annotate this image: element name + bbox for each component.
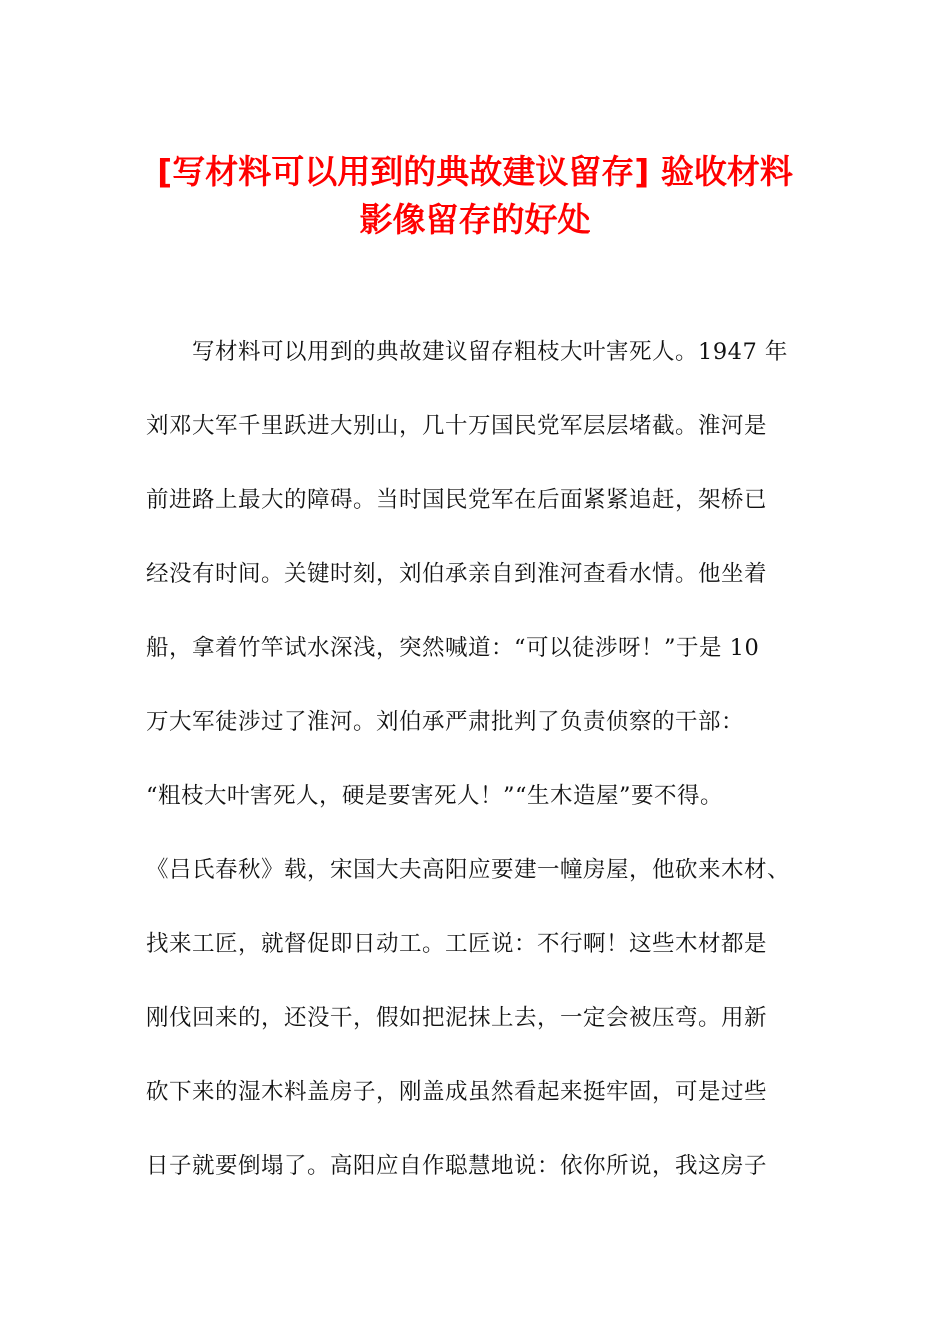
body-line: 经没有时间。关键时刻，刘伯承亲自到淮河查看水情。他坐着 — [146, 561, 768, 587]
body-line: 《吕氏春秋》载，宋国大夫高阳应要建一幢房屋，他砍来木材、 — [146, 857, 791, 883]
body-line: 船，拿着竹竿试水深浅，突然喊道：“可以徒涉呀！”于是 10 — [146, 635, 760, 661]
body-line: “粗枝大叶害死人，硬是要害死人！”“生木造屋”要不得。 — [146, 783, 724, 809]
body-line: 万大军徒涉过了淮河。刘伯承严肃批判了负责侦察的干部： — [146, 709, 745, 735]
body-line: 砍下来的湿木料盖房子，刚盖成虽然看起来挺牢固，可是过些 — [146, 1079, 768, 1105]
document-title — [100, 148, 850, 244]
body-line: 写材料可以用到的典故建议留存粗枝大叶害死人。1947 年 — [146, 339, 788, 365]
body-line: 找来工匠，就督促即日动工。工匠说：不行啊！这些木材都是 — [146, 931, 768, 957]
body-line: 前进路上最大的障碍。当时国民党军在后面紧紧追赶，架桥已 — [146, 487, 768, 513]
body-line: 刚伐回来的，还没干，假如把泥抹上去，一定会被压弯。用新 — [146, 1005, 768, 1031]
document-body — [146, 328, 826, 1216]
body-line: 刘邓大军千里跃进大别山，几十万国民党军层层堵截。淮河是 — [146, 413, 768, 439]
title-line-2: 影像留存的好处 — [359, 200, 591, 239]
body-line: 日子就要倒塌了。高阳应自作聪慧地说：依你所说，我这房子 — [146, 1153, 768, 1179]
title-line-1: [写材料可以用到的典故建议留存] 验收材料 — [157, 152, 793, 191]
